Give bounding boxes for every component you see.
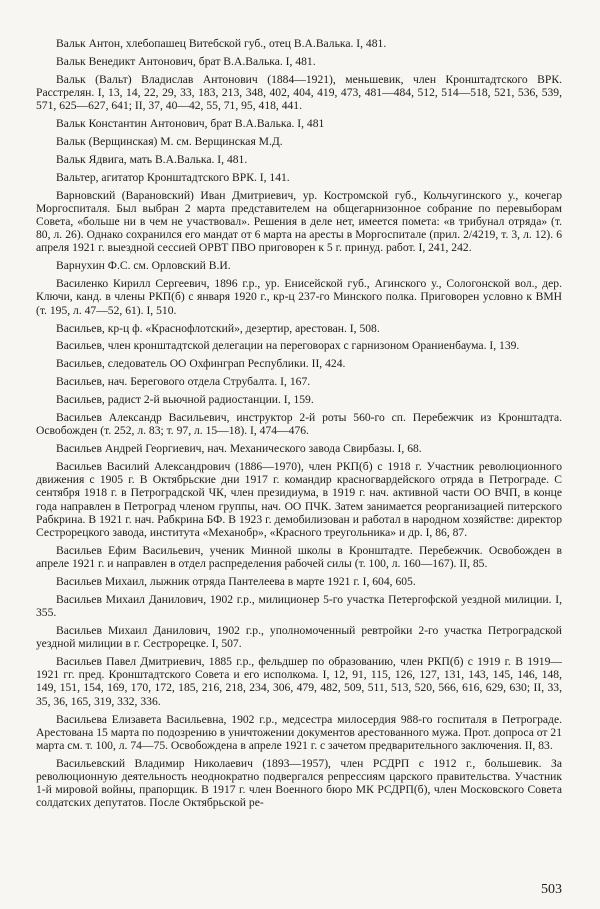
index-entry: Васильев, член кронштадтской делегации на переговорах с гарнизоном Ораниенбаума. I, 139.: [56, 339, 520, 353]
index-entry: Вальк (Верщинская) М. см. Верщинская М.Д.: [56, 134, 283, 148]
index-entry: Васильев Михаил Данилович, 1902 г.р., уполномоченный ревтройки 2-го участка Петроградской уездной милиции в г. Сестрорецке. I, 507.: [36, 623, 562, 651]
index-entries: [36, 37, 562, 810]
index-entry: Васильев, радист 2-й вьючной радиостанции. I, 159.: [56, 393, 314, 407]
index-entry: Вальтер, агитатор Кронштадтского ВРК. I, 141.: [56, 170, 290, 184]
index-entry: Васильева Елизавета Васильевна, 1902 г.р., медсестра милосердия 988-го госпиталя в Петрограде. Арестована 15 марта по подозрению в уничтожении документов арестованного мужа. Прот. допроса от 21 марта см. т. 100, л. 74—75. Освобождена в апреле 1921 г. с зачетом предварительного заключения. II, 83.: [36, 712, 562, 752]
index-entry: Васильев Василий Александрович (1886—1970), член РКП(б) с 1918 г. Участник революционного движения с 1905 г. В Октябрьские дни 1917 г. командир красногвардейского отряда в Петрограде. С сентября 1918 г. в Петроградской ЧК, член президиума, в 1919 г. нач. активной части ОО ВЧП, в конце года направлен в Петроград членом группы, нач. ОО ПЧК. Затем занимается реорганизацией питерского Рабкрина. В 1921 г. нач. Рабкрина БФ. В 1923 г. демобилизован и работал в народном хозяйстве: директор Сестрорецкого завода, института «Механобр», «Красного треугольника» и др. I, 86, 87.: [36, 459, 562, 539]
index-entry: Варновский (Варановский) Иван Дмитриевич, ур. Костромской губ., Кольчугинского у., кочегар Моргоспиталя. Был выбран 2 марта представителем на общегарнизонное собрание по перевыборам Совета, «больше ни в чем не участвовал». Решения в деле нет, имеется помета: «в трибунал отряда» (т. 80, л. 26). Однако сохранился его мандат от 6 марта на аресты в Моргоспитале (прил. 2/4219, т. 3, л. 12). 6 апреля 1921 г. выездной сессией ОРВТ ПВО приговорен к 5 г. принуд. работ. I, 241, 242.: [36, 188, 562, 255]
index-entry: Варнухин Ф.С. см. Орловский В.И.: [56, 259, 231, 273]
index-entry: Васильев Александр Васильевич, инструктор 2-й роты 560-го сп. Перебежчик из Кронштадта. Освобожден (т. 252, л. 83; т. 97, л. 15—18). I, 474—476.: [36, 410, 562, 438]
index-entry: Васильев Павел Дмитриевич, 1885 г.р., фельдшер по образованию, член РКП(б) с 1919 г. В 1919—1921 гг. пред. Кронштадтского Совета и его исполкома. I, 12, 91, 115, 126, 127, 131, 143, 145, 146, 148, 149, 151, 154, 169, 170, 172, 185, 216, 218, 234, 306, 479, 482, 509, 511, 513, 520, 566, 616, 629, 630; II, 33, 35, 36, 165, 319, 332, 336.: [36, 655, 562, 708]
index-entry: Вальк Венедикт Антонович, брат В.А.Валька. I, 481.: [56, 54, 316, 68]
index-entry: Васильев Михаил Данилович, 1902 г.р., милиционер 5-го участка Петергофской уездной милиции. I, 355.: [36, 592, 562, 620]
index-entry: Васильев Андрей Георгиевич, нач. Механического завода Свирбазы. I, 68.: [56, 442, 422, 456]
index-entry: Вальк Константин Антонович, брат В.А.Валька. I, 481: [56, 117, 325, 131]
index-entry: Васильев Ефим Васильевич, ученик Минной школы в Кронштадте. Перебежчик. Освобожден в апреле 1921 г. и направлен в отдел распределения рабочей силы (т. 100, л. 160—167). II, 85.: [36, 543, 562, 571]
index-entry: Вальк Антон, хлебопашец Витебской губ., отец В.А.Валька. I, 481.: [56, 37, 387, 50]
index-entry: Васильев Михаил, лыжник отряда Пантелеева в марте 1921 г. I, 604, 605.: [56, 574, 416, 588]
index-entry: Васильев, кр-ц ф. «Краснофлотский», дезертир, арестован. I, 508.: [56, 321, 380, 335]
index-entry: Вальк (Вальт) Владислав Антонович (1884—1921), меньшевик, член Кронштадтского ВРК. Расстрелян. I, 13, 14, 22, 29, 33, 183, 213, 348, 402, 404, 419, 473, 481—484, 512, 514—518, 521, 536, 539, 571, 625—627, 641; II, 37, 40—42, 55, 71, 95, 418, 441.: [36, 72, 562, 113]
index-entry: Вальк Ядвига, мать В.А.Валька. I, 481.: [56, 152, 248, 166]
index-entry: Васильев, следователь ОО Охфинграп Республики. II, 424.: [56, 357, 346, 371]
page-number: 503: [541, 882, 562, 897]
index-entry: Васильевский Владимир Николаевич (1893—1957), член РСДРП с 1912 г., большевик. За революционную деятельность неоднократно подвергался репрессиям царского правительства. Участник 1-й мировой войны, прапорщик. В 1917 г. член Военного бюро МК РСДРП(б), член Московского Совета солдатских депутатов. После Октябрьской ре-: [36, 756, 562, 810]
index-entry: Васильев, нач. Берегового отдела Струбалта. I, 167.: [56, 375, 311, 389]
index-entry: Василенко Кирилл Сергеевич, 1896 г.р., ур. Енисейской губ., Агинского у., Сологонской вол., дер. Ключи, канд. в члены РКП(б) с января 1920 г., кр-ц 237-го Минского полка. Приговорен условно к ВМН (т. 195, л. 47—52, 61). I, 510.: [36, 277, 562, 317]
